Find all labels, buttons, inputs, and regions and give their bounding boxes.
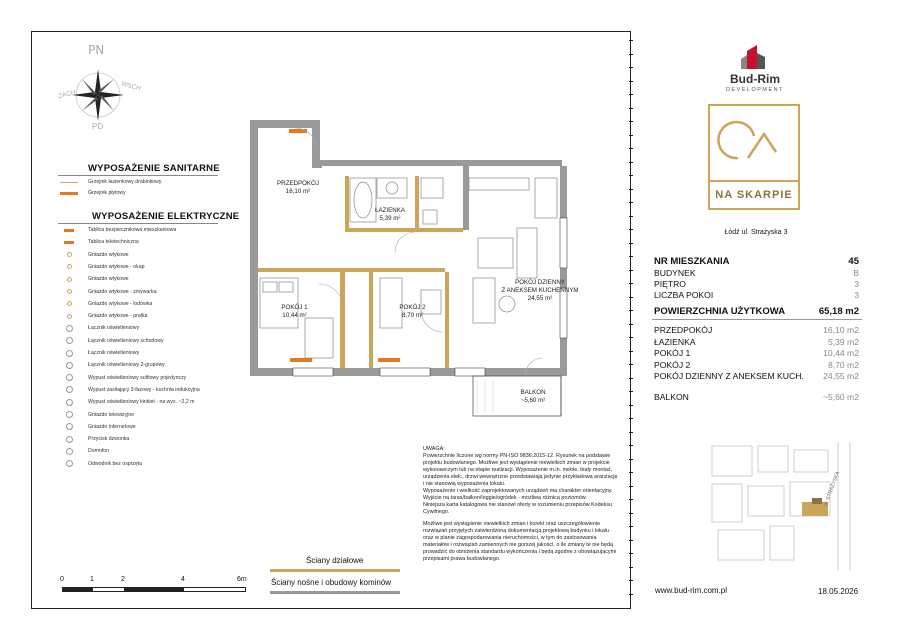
scale-4: 4	[181, 576, 185, 583]
footer-date: 18.05.2026	[818, 587, 859, 596]
cut-dash	[629, 540, 633, 541]
cut-dash	[629, 189, 633, 190]
site-street-label: ul. STRAŻYSKA	[823, 470, 842, 508]
legend-symbol-icon	[58, 350, 80, 356]
compass-s: PD	[92, 122, 104, 131]
legend-label: Tablica teletechniczna	[88, 239, 139, 246]
legend-label: Gniazdo wtykowe	[88, 251, 129, 258]
scale-0: 0	[60, 576, 64, 583]
legend-item-electric	[58, 421, 136, 433]
legend-item-electric	[58, 335, 164, 347]
cut-dash	[629, 148, 633, 149]
cut-dash	[629, 108, 633, 109]
legend-label: Gniazdo wtykowe - pralka	[88, 313, 148, 320]
note-block	[423, 446, 618, 563]
cut-dash	[629, 54, 633, 55]
legend-label: Gniazdo wtykowe - okap	[88, 263, 145, 270]
legend-item-electric	[58, 298, 152, 310]
legend-symbol-icon	[58, 301, 80, 307]
legend-item-electric	[58, 224, 176, 236]
cut-dash	[629, 459, 633, 460]
cut-dash	[629, 297, 633, 298]
cut-dash	[629, 310, 633, 311]
sanitary-title: WYPOSAŻENIE SANITARNE	[88, 163, 220, 174]
info-pietro: PIĘTRO 3	[654, 279, 859, 289]
legend-item-electric	[58, 384, 200, 396]
legend-symbol-icon	[58, 325, 80, 331]
legend-label: Łącznik oświetleniowy	[88, 350, 140, 356]
info-room-row: ŁAZIENKA 5,39 m2	[654, 336, 859, 347]
legend-label: Gniazdo wtykowe	[88, 276, 129, 283]
cut-dash	[629, 202, 633, 203]
legend-label: Wypust oświetleniowy sufitowy pojedynczy	[88, 374, 187, 381]
legend-item-electric	[58, 236, 139, 248]
note-p4: Możliwe jest wystąpienie niewielkich zmian i korekt oraz uszczegółowienie rozwiązań przyjętych zatwierdzoną dokumentacją projektową budynku i lokalu oraz w planie zagospodarowania nieruchomości, w tym do zastosowania materiałów i rozwiązań zamiennych nie gorszej jakości, o ile zmiany te nie będą prowadzić do obniżenia standardu wykończenia i będą zgodne z obowiązującymi przepisami prawa budowlanego.	[423, 521, 617, 563]
room-przedpokoj: PRZEDPOKÓJ 16,10 m²	[277, 180, 319, 195]
cut-dash	[629, 243, 633, 244]
cut-dash	[629, 216, 633, 217]
project-name: NA SKARPIE	[710, 180, 798, 208]
room-pokoj2: POKÓJ 2 8,70 m²	[399, 304, 426, 319]
cut-dash	[629, 256, 633, 257]
scale-2: 2	[121, 576, 125, 583]
cut-dash	[629, 499, 633, 500]
legend-symbol-icon	[58, 252, 80, 258]
cut-dash	[629, 391, 633, 392]
site-plan	[708, 442, 870, 572]
legend-item-electric	[58, 409, 134, 421]
legend-item-electric	[58, 396, 194, 408]
legend-symbol-icon	[58, 276, 80, 282]
legend-label: Łącznik oświetleniowy 2-grupowy	[88, 362, 165, 369]
brand-sub: DEVELOPMENT	[725, 87, 785, 93]
info-powierzchnia: POWIERZCHNIA UŻYTKOWA 65,18 m2	[654, 306, 859, 317]
legend-label: Łącznik oświetleniowy schodowy	[88, 337, 164, 344]
legend-symbol-icon	[58, 289, 80, 295]
room-lazienka: ŁAZIENKA 5,39 m²	[375, 207, 405, 222]
info-room-row: PRZEDPOKÓJ 16,10 m2	[654, 325, 859, 335]
legend-symbol-icon	[58, 399, 80, 405]
legend-label: Przycisk dzwonka	[88, 436, 130, 443]
info-balkon: BALKON ~5,60 m2	[654, 392, 859, 402]
cut-dash	[629, 580, 633, 581]
info-nr: NR MIESZKANIA 45	[654, 256, 859, 267]
project-mountain-icon	[710, 106, 798, 176]
note-p1: Powierzchnie liczone wg normy PN-ISO 9836:2015-12. Rysunek na podstawie projektu budowlanego. Możliwe jest wystąpienie niewielkich zmian w projekcie wykonawczym lub na etapie realizacji. Wyposażenie m.in. meble, biały montaż, urządzenia elek., drzwi wewnętrzne przedstawiają jedynie przykładową aranżację i nie stanowią wyposażenia lokalu.	[423, 453, 618, 488]
legend-symbol-icon	[58, 461, 80, 467]
cut-dash	[629, 40, 633, 41]
info-room-row: POKÓJ DZIENNY Z ANEKSEM KUCH. 24,55 m2	[654, 371, 859, 381]
cut-dash	[629, 67, 633, 68]
info-pokoje: LICZBA POKOI 3	[654, 290, 859, 300]
partition-walls-swatch	[270, 569, 400, 572]
legend-item-radiator-bath: Grzejnik łazienkowy drabinkowy	[58, 176, 162, 188]
info-divider	[652, 319, 862, 320]
legend-item-electric	[58, 286, 157, 298]
cut-dash	[629, 418, 633, 419]
project-logo	[708, 104, 800, 210]
cut-dash	[629, 432, 633, 433]
scale-1: 1	[90, 576, 94, 583]
legend-symbol-icon	[58, 448, 80, 454]
cut-dash	[629, 472, 633, 473]
legend-symbol-icon	[58, 387, 80, 393]
note-p2: Wyposażenie i wielkość zaprojektowanych urządzeń ma charakter orientacyjny. Wyjście na taras/balkon/loggie/ogródek - możliwa różnica poziomów.	[423, 488, 613, 502]
cut-dash	[629, 553, 633, 554]
legend-symbol-icon	[58, 412, 80, 418]
cut-dash	[629, 229, 633, 230]
legend-symbol-icon	[58, 264, 80, 270]
legend-symbol-icon	[58, 362, 80, 368]
cut-dash	[629, 337, 633, 338]
cut-dash	[629, 445, 633, 446]
partition-walls-label: Ściany działowe	[306, 556, 364, 565]
cut-dash	[629, 594, 633, 595]
info-room-row: POKÓJ 2 8,70 m2	[654, 359, 859, 370]
scale-bar	[62, 587, 246, 592]
legend-symbol-icon	[58, 227, 80, 233]
legend-item-electric	[58, 261, 145, 273]
load-walls-label: Ściany nośne i obudowy kominów	[271, 578, 392, 587]
legend-item-electric	[58, 359, 165, 371]
legend-label: Odwodnik bez osprzętu	[88, 460, 143, 467]
legend-item-electric	[58, 249, 129, 261]
info-room-row: POKÓJ 1 10,44 m2	[654, 348, 859, 358]
legend-symbol-icon	[58, 424, 80, 430]
legend-label: Gniazdo wtykowe - zmywarka	[88, 288, 157, 295]
legend-symbol-icon	[58, 436, 80, 442]
cut-dash	[629, 351, 633, 352]
cut-dash	[629, 324, 633, 325]
legend-symbol-icon	[58, 338, 80, 344]
info-budynek: BUDYNEK B	[654, 268, 859, 278]
cut-dash	[629, 81, 633, 82]
legend-label: Gniazdo wtykowe - lodówka	[88, 300, 153, 307]
compass-w: ZACH	[57, 88, 77, 101]
legend-symbol-icon	[58, 239, 80, 245]
room-dzienny: POKÓJ DZIENNY Z ANEKSEM KUCHENNYM 24,55 m²	[501, 279, 579, 302]
room-pokoj1: POKÓJ 1 10,44 m²	[281, 304, 308, 319]
cut-dash	[629, 270, 633, 271]
legend-item-electric	[58, 458, 142, 470]
compass	[48, 45, 148, 135]
compass-e: WSCH	[120, 80, 142, 93]
legend-label: Gniazdo telewizyjne	[88, 411, 135, 418]
legend-label: Gniazdo internetowe	[88, 423, 136, 430]
legend-item-electric	[58, 273, 129, 285]
brand-name: Bud-Rim	[730, 72, 780, 86]
compass-n: PN	[88, 43, 105, 57]
cut-dash	[629, 364, 633, 365]
note-p3: Niniejsza karta katalogowa nie stanowi oferty w rozumieniu przepisów Kodeksu Cywilnego.	[423, 502, 613, 516]
floor-plan	[245, 118, 615, 418]
legend-label: Łącznik oświetleniowy	[88, 325, 140, 332]
scale-6: 6m	[237, 576, 247, 583]
legend-label: Domofon	[88, 448, 110, 455]
legend-symbol-icon	[58, 313, 80, 319]
cut-dash	[629, 135, 633, 136]
cut-dash	[629, 94, 633, 95]
legend-item-electric	[58, 433, 129, 445]
electric-title: WYPOSAŻENIE ELEKTRYCZNE	[92, 211, 240, 222]
cut-dash	[629, 121, 633, 122]
cut-dash	[629, 175, 633, 176]
legend-item-electric	[58, 372, 186, 384]
cut-dash	[629, 486, 633, 487]
bud-rim-logo-icon	[737, 43, 771, 71]
legend-label: Wypust oświetleniowy kinkiet - na wys. ~2,2 m	[88, 399, 195, 406]
legend-item-electric	[58, 322, 139, 334]
cut-dash	[629, 526, 633, 527]
legend-item-radiator: Grzejnik płytowy	[58, 187, 126, 199]
project-address: Łódź ul. Strażyska 3	[724, 229, 788, 236]
legend-label: Tablica bezpiecznikowa mieszkaniowa	[88, 227, 177, 233]
legend-label: Wypust zasilający 3-fazowy - kuchnia indukcyjna	[88, 386, 200, 393]
room-balkon: BALKON ~5,60 m²	[520, 389, 546, 404]
cut-dash	[629, 162, 633, 163]
cut-dash	[629, 378, 633, 379]
footer-url[interactable]: www.bud-rim.com.pl	[655, 586, 728, 595]
legend-item-electric	[58, 310, 147, 322]
legend-item-electric	[58, 347, 139, 359]
legend-symbol-icon	[58, 375, 80, 381]
cut-dash	[629, 283, 633, 284]
cut-dash	[629, 405, 633, 406]
cut-dash	[629, 513, 633, 514]
legend-item-electric	[58, 445, 109, 457]
cut-dash	[629, 567, 633, 568]
load-walls-swatch	[270, 591, 400, 594]
note-title: UWAGA:	[423, 446, 445, 452]
